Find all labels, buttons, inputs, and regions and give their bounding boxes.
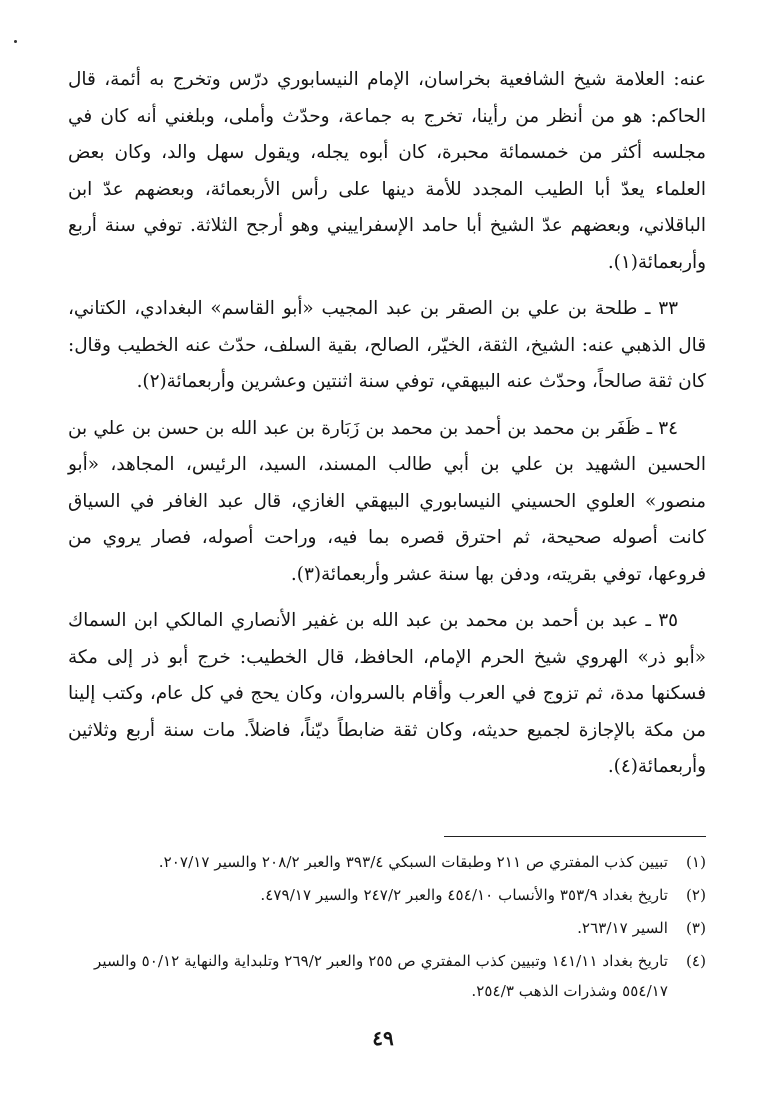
scan-speck (14, 40, 17, 43)
page-number: ٤٩ (372, 1026, 394, 1050)
footnote-text: السير ٢٦٣/١٧. (577, 919, 668, 937)
footnote-1 (68, 847, 706, 877)
footnote-text: تاريخ بغداد ٣٥٣/٩ والأنساب ٤٥٤/١٠ والعبر ٢٤٧/٢ والسير ٤٧٩/١٧. (260, 886, 668, 904)
biography-entry-34: ٣٤ ـ ظَفَر بن محمد بن أحمد بن محمد بن زَبَارة بن عبد الله بن حسن بن علي بن الحسين الشهيد بن علي بن أبي طالب المسند، السيد، الرئيس، المجاهد، «أبو منصور» العلوي الحسيني النيسابوري البيهقي الغازي، قال عبد الغافر في السياق كانت أصوله صحيحة، ثم احترق قصره بما فيه، وراحت أصوله، فصار يروي من فروعها، توفي بقريته، ودفن بها سنة عشر وأربعمائة(٣). (68, 417, 706, 585)
footnote-number: (٢) (685, 886, 706, 904)
footnotes (68, 847, 706, 1009)
footnote-text: تبيين كذب المفتري ص ٢١١ وطبقات السبكي ٣٩٣/٤ والعبر ٢٠٨/٢ والسير ٢٠٧/١٧. (158, 853, 668, 871)
footnote-4 (68, 946, 706, 1006)
biography-entry-35: ٣٥ ـ عبد بن أحمد بن محمد بن عبد الله بن غفير الأنصاري المالكي ابن السماك «أبو ذر» الهروي شيخ الحرم الإمام، الحافظ، قال الخطيب: خرج أبو ذر إلى مكة فسكنها مدة، ثم تزوج في العرب وأقام بالسروان، وكان يحج في كل عام، وكتب إلينا من مكة بالإجازة لجميع حديثه، وكان ثقة ضابطاً ديّناً، فاضلاً. مات سنة أربع وثلاثين وأربعمائة(٤). (68, 610, 706, 777)
biography-entry-33: ٣٣ ـ طلحة بن علي بن الصقر بن عبد المجيب «أبو القاسم» البغدادي، الكتاني، قال الذهبي عنه: الشيخ، الثقة، الخيّر، الصالح، بقية السلف، حدّث عنه الخطيب وقال: كان ثقة صالحاً، وحدّث عنه البيهقي، توفي سنة اثنتين وعشرين وأربعمائة(٢). (68, 298, 706, 392)
footnote-text: تاريخ بغداد ١٤١/١١ وتبيين كذب المفتري ص ٢٥٥ والعبر ٢٦٩/٢ وتلبداية والنهاية ٥٠/١٢ والسير ٥٥٤/١٧ وشذرات الذهب ٢٥٤/٣. (94, 952, 668, 1000)
main-text (68, 62, 706, 786)
footnote-3 (68, 913, 706, 943)
paragraph-continuation: عنه: العلامة شيخ الشافعية بخراسان، الإمام النيسابوري درّس وتخرج به أئمة، قال الحاكم: هو من أنظر من رأينا، تخرج به جماعة، وحدّث وأملى، وبلغني أنه كان في مجلسه أكثر من خمسمائة محبرة، كان أبوه يجله، ويقول سهل والد، وكان بعض العلماء يعدّ أبا الطيب المجدد للأمة دينها على رأس الأربعمائة، وبعضهم عدّ ابن الباقلاني، وبعضهم عدّ الشيخ أبا حامد الإسفراييني وهو أرجح الثلاثة. توفي سنة أربع وأربعمائة(١). (68, 69, 706, 273)
footnote-number: (١) (685, 853, 706, 871)
footnote-number: (٣) (685, 919, 706, 937)
footnote-number: (٤) (685, 952, 706, 970)
footnote-2 (68, 880, 706, 910)
footnote-separator (444, 836, 706, 837)
